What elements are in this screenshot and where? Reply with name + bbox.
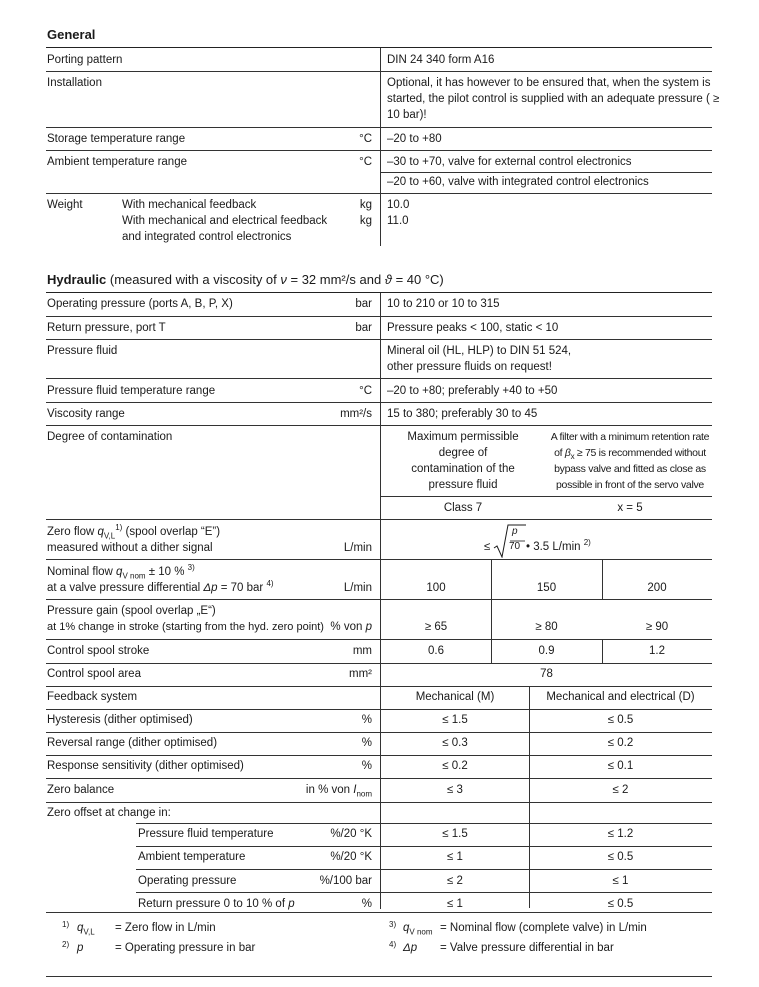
zero-offset-ambient-unit: %/20 °K <box>330 851 372 863</box>
zero-offset-return-d: ≤ 0.5 <box>607 898 634 910</box>
contamination-left-2: degree of <box>438 447 488 459</box>
row-rule <box>46 639 712 640</box>
stroke-1: 0.6 <box>428 645 444 657</box>
return-unit: bar <box>355 322 372 334</box>
response-m: ≤ 0.2 <box>442 760 468 772</box>
viscosity-label: Viscosity range <box>47 408 125 420</box>
row-rule <box>380 496 712 497</box>
contamination-x: x = 5 <box>617 502 643 514</box>
zero-offset-operating-label: Operating pressure <box>138 875 237 887</box>
zero-offset-label: Zero offset at change in: <box>47 807 171 819</box>
zero-offset-fluid-temp-d: ≤ 1.2 <box>607 828 634 840</box>
feedback-m: Mechanical (M) <box>415 691 495 703</box>
response-d: ≤ 0.1 <box>607 760 634 772</box>
area-value: 78 <box>540 668 553 680</box>
installation-value-1: Optional, it has however to be ensured that, when the system is <box>387 77 711 89</box>
column-divider <box>380 48 381 246</box>
zero-offset-return-label: Return pressure 0 to 10 % of p <box>138 898 295 910</box>
row-rule <box>136 892 712 893</box>
ambient-unit: °C <box>359 156 372 168</box>
nominal-flow-200: 200 <box>647 582 667 594</box>
zero-offset-operating-m: ≤ 2 <box>447 875 463 887</box>
row-rule <box>46 339 712 340</box>
zero-flow-unit: L/min <box>343 542 372 554</box>
zero-balance-m: ≤ 3 <box>447 784 463 796</box>
row-rule <box>46 802 712 803</box>
return-value: Pressure peaks < 100, static < 10 <box>387 322 559 334</box>
zero-offset-fluid-temp-unit: %/20 °K <box>330 828 372 840</box>
contamination-right-2: of $\beta_x \ge 75$ is recommended without <box>554 447 706 462</box>
weight-sub-1: With mechanical feedback <box>122 199 257 211</box>
row-rule <box>46 193 712 194</box>
operating-value: 10 to 210 or 10 to 315 <box>387 298 500 310</box>
fluid-temp-unit: °C <box>359 385 372 397</box>
weight-label: Weight <box>47 199 83 211</box>
zero-offset-operating-unit: %/100 bar <box>319 875 372 887</box>
storage-value: –20 to +80 <box>387 133 442 145</box>
stroke-label: Control spool stroke <box>47 645 150 657</box>
pressure-gain-3: ≥ 90 <box>645 621 669 633</box>
row-rule <box>46 732 712 733</box>
pressure-gain-label-2: at 1% change in stroke (starting from the hyd. zero point) <box>47 621 324 633</box>
pressure-gain-label: Pressure gain (spool overlap „E“) <box>47 605 216 617</box>
row-rule <box>46 316 712 317</box>
response-label: Response sensitivity (dither optimised) <box>47 760 244 772</box>
rule <box>46 47 712 48</box>
contamination-left-3: contamination of the <box>411 463 515 475</box>
zero-flow-label: Zero flow $q_{V,L}^{1)}$ (spool overlap “E”) <box>47 523 221 541</box>
fluid-label: Pressure fluid <box>47 345 118 357</box>
viscosity-unit: mm²/s <box>340 408 372 420</box>
row-rule <box>46 663 712 664</box>
row-rule <box>46 709 712 710</box>
nominal-flow-unit: L/min <box>343 582 372 594</box>
hysteresis-d: ≤ 0.5 <box>607 714 634 726</box>
pressure-gain-unit: % von p <box>330 621 372 633</box>
fluid-temp-value: –20 to +80; preferably +40 to +50 <box>387 385 558 397</box>
reversal-d: ≤ 0.2 <box>607 737 634 749</box>
bottom-rule <box>46 976 712 977</box>
row-rule <box>46 378 712 379</box>
weight-value-1: 10.0 <box>387 199 410 211</box>
reversal-label: Reversal range (dither optimised) <box>47 737 218 749</box>
ambient-value-2: –20 to +60, valve with integrated control electronics <box>387 176 649 188</box>
row-rule <box>46 425 712 426</box>
row-rule <box>46 755 712 756</box>
installation-value-3: 10 bar)! <box>387 109 427 121</box>
row-rule <box>46 778 712 779</box>
storage-label: Storage temperature range <box>47 133 186 145</box>
zero-offset-fluid-temp-m: ≤ 1.5 <box>442 828 468 840</box>
row-rule <box>46 127 712 128</box>
reversal-m: ≤ 0.3 <box>442 737 468 749</box>
weight-unit-2: kg <box>359 215 372 227</box>
general-title: General <box>47 27 96 42</box>
zero-balance-unit: in % von $I_{nom}$ <box>305 784 372 799</box>
row-rule <box>46 402 712 403</box>
contamination-right-1: A filter with a minimum retention rate <box>550 431 710 443</box>
row-rule <box>46 519 712 520</box>
contamination-right-4: possible in front of the servo valve <box>556 479 704 491</box>
stroke-3: 1.2 <box>649 645 665 657</box>
zero-flow-formula: ≤ p 70 • 3.5 L/min $^{2)}$ <box>484 522 614 558</box>
stroke-unit: mm <box>352 645 372 657</box>
fluid-value-2: other pressure fluids on request! <box>387 361 552 373</box>
nominal-flow-150: 150 <box>536 582 557 594</box>
hysteresis-unit: % <box>361 714 372 726</box>
return-label: Return pressure, port T <box>47 322 166 334</box>
pressure-gain-1: ≥ 65 <box>424 621 448 633</box>
hysteresis-m: ≤ 1.5 <box>442 714 468 726</box>
nominal-flow-label: Nominal flow $q_{V nom} \pm 10$ % $^{3)}$ <box>47 563 195 581</box>
nominal-flow-label-2: at a valve pressure differential Δp = 70 bar $^{4)}$ <box>47 579 274 594</box>
contamination-class: Class 7 <box>443 502 483 514</box>
zero-offset-return-unit: % <box>361 898 372 910</box>
hydraulic-title: Hydraulic (measured with a viscosity of ν = 32 mm²/s and ϑ = 40 °C) <box>47 272 444 287</box>
row-rule <box>380 172 712 173</box>
row-rule <box>46 71 712 72</box>
contamination-right-3: bypass valve and fitted as close as <box>554 463 706 475</box>
zero-balance-label: Zero balance <box>47 784 115 796</box>
row-rule <box>46 599 712 600</box>
zero-offset-ambient-m: ≤ 1 <box>447 851 463 863</box>
contamination-label: Degree of contamination <box>47 431 173 443</box>
zero-balance-d: ≤ 2 <box>612 784 629 796</box>
reversal-unit: % <box>361 737 372 749</box>
viscosity-value: 15 to 380; preferably 30 to 45 <box>387 408 538 420</box>
rule <box>46 292 712 293</box>
row-rule <box>46 912 712 913</box>
zero-offset-fluid-temp-label: Pressure fluid temperature <box>138 828 274 840</box>
response-unit: % <box>361 760 372 772</box>
row-rule <box>46 559 712 560</box>
operating-label: Operating pressure (ports A, B, P, X) <box>47 298 233 310</box>
fluid-value-1: Mineral oil (HL, HLP) to DIN 51 524, <box>387 345 572 357</box>
operating-unit: bar <box>355 298 372 310</box>
row-rule <box>136 869 712 870</box>
installation-value-2: started, the pilot control is supplied with an adequate pressure ( ≥ <box>387 93 720 105</box>
row-rule <box>136 823 712 824</box>
porting-label: Porting pattern <box>47 54 123 66</box>
hysteresis-label: Hysteresis (dither optimised) <box>47 714 193 726</box>
zero-flow-label-2: measured without a dither signal <box>47 542 213 554</box>
pressure-gain-2: ≥ 80 <box>535 621 558 633</box>
fluid-temp-label: Pressure fluid temperature range <box>47 385 216 397</box>
zero-offset-ambient-label: Ambient temperature <box>138 851 246 863</box>
weight-sub-2b: and integrated control electronics <box>122 231 292 243</box>
installation-label: Installation <box>47 77 102 89</box>
porting-value: DIN 24 340 form A16 <box>387 54 495 66</box>
area-label: Control spool area <box>47 668 141 680</box>
column-divider <box>380 293 381 909</box>
contamination-left-1: Maximum permissible <box>407 431 519 443</box>
weight-sub-2: With mechanical and electrical feedback <box>122 215 328 227</box>
row-rule <box>46 150 712 151</box>
zero-offset-operating-d: ≤ 1 <box>612 875 629 887</box>
stroke-2: 0.9 <box>538 645 555 657</box>
zero-offset-return-m: ≤ 1 <box>447 898 463 910</box>
row-rule <box>136 846 712 847</box>
ambient-value-1: –30 to +70, valve for external control electronics <box>387 156 632 168</box>
contamination-left-4: pressure fluid <box>428 479 498 491</box>
weight-value-2: 11.0 <box>387 215 409 227</box>
area-unit: mm² <box>349 668 372 680</box>
storage-unit: °C <box>359 133 372 145</box>
feedback-label: Feedback system <box>47 691 138 703</box>
nominal-flow-100: 100 <box>426 582 446 594</box>
weight-unit-1: kg <box>359 199 372 211</box>
zero-offset-ambient-d: ≤ 0.5 <box>607 851 634 863</box>
row-rule <box>46 686 712 687</box>
feedback-d: Mechanical and electrical (D) <box>546 691 695 703</box>
ambient-label: Ambient temperature range <box>47 156 187 168</box>
